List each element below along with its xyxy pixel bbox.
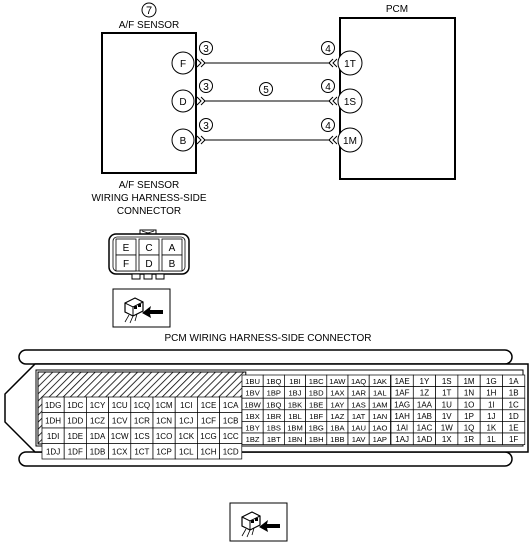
pin-label: 1U — [441, 400, 452, 410]
pin-label: 1AI — [396, 423, 409, 433]
af-pin-label: D — [145, 259, 153, 270]
pin-label: 1AL — [373, 388, 387, 398]
pin-label: 1CZ — [89, 416, 106, 426]
pin-label: 1AT — [351, 411, 366, 421]
pcm-callout-label: 4 — [325, 121, 331, 132]
pin-label: 1BW — [244, 400, 261, 410]
sensor-terminal-label: B — [179, 136, 187, 147]
pcm-grid-middle — [242, 375, 390, 445]
pin-label: 1M — [463, 377, 475, 387]
mid-callout-label: 5 — [263, 85, 269, 96]
pin-label: 1DG — [44, 401, 62, 411]
pin-label: 1X — [441, 435, 452, 445]
pin-label: 1CG — [200, 432, 217, 442]
pin-label: 1DE — [67, 432, 84, 442]
af-pin-label: C — [145, 243, 153, 254]
pin-label: 1R — [463, 435, 475, 445]
pin-label: 1BH — [308, 435, 324, 445]
pin-label: 1CS — [134, 432, 150, 442]
pin-label: 1BK — [287, 400, 303, 410]
pin-label: 1AP — [372, 435, 387, 445]
af-connector-tab-left — [132, 274, 140, 279]
pin-label: 1CM — [155, 401, 173, 411]
pin-label: 1CO — [155, 432, 173, 442]
af-connector-tab-right — [156, 274, 164, 279]
pin-label: 1CF — [200, 416, 217, 426]
pin-label: 1CQ — [133, 401, 151, 411]
af-connector-tab-mid — [144, 274, 152, 279]
pin-label: 1G — [486, 377, 497, 387]
pcm-connector — [5, 350, 528, 466]
pin-label: 1AV — [351, 435, 366, 445]
sensor-terminal-label: D — [179, 97, 187, 108]
pin-label: 1AH — [394, 411, 410, 421]
pin-label: 1AX — [330, 388, 345, 398]
pin-label: 1BV — [245, 388, 260, 398]
pin-label: 1BC — [308, 377, 324, 387]
af-pin-label: A — [168, 243, 176, 254]
pin-label: 1DF — [67, 447, 83, 457]
pin-label: 1BA — [330, 423, 345, 433]
af-pin-label: B — [168, 259, 176, 270]
af-caption-line-1: A/F SENSOR — [118, 180, 180, 191]
pin-label: 1AR — [351, 388, 366, 398]
pcm-title: PCM — [385, 4, 409, 15]
sensor-terminal-label: F — [179, 59, 187, 70]
wire-3 — [172, 119, 362, 153]
pin-label: 1DJ — [45, 447, 61, 457]
pcm-connector-caption: PCM WIRING HARNESS-SIDE CONNECTOR — [164, 333, 372, 344]
pin-label: 1AE — [394, 377, 410, 387]
af-pin-label: E — [122, 243, 130, 254]
pin-label: 1AW — [329, 377, 346, 387]
pin-label: 1B — [508, 388, 519, 398]
pin-label: 1I — [488, 400, 495, 410]
pin-label: 1CI — [180, 401, 193, 411]
sensor-callout-label: 3 — [203, 121, 209, 132]
pin-label: 1AS — [351, 400, 366, 410]
view-direction-icon-bottom — [230, 503, 287, 541]
af-caption-line-3: CONNECTOR — [116, 206, 182, 217]
pin-label: 1CV — [111, 416, 128, 426]
pin-label: 1CD — [222, 447, 239, 457]
pin-label: 1AC — [416, 423, 433, 433]
pin-label: 1AF — [394, 388, 410, 398]
pin-label: 1BT — [266, 435, 281, 445]
pin-label: 1O — [463, 400, 475, 410]
pin-label: 1AA — [416, 400, 433, 410]
pin-label: 1S — [441, 377, 452, 387]
pcm-terminal-label: 1S — [343, 97, 357, 108]
pin-label: 1AM — [371, 400, 388, 410]
af-connector-caption — [91, 180, 206, 217]
pin-label: 1Z — [419, 388, 430, 398]
pin-label: 1A — [508, 377, 519, 387]
pin-label: 1W — [440, 423, 453, 433]
wire-2 — [172, 80, 362, 114]
pin-label: 1AJ — [395, 435, 410, 445]
pin-label: 1DD — [67, 416, 84, 426]
pin-label: 1BI — [289, 377, 301, 387]
pin-label: 1BQ — [266, 400, 282, 410]
pin-label: 1BP — [266, 388, 281, 398]
pin-label: 1AQ — [350, 377, 367, 387]
pin-label: 1CT — [134, 447, 150, 457]
sensor-callout-label: 3 — [203, 44, 209, 55]
callout-7-label: 7 — [145, 5, 153, 17]
pin-label: 1BG — [308, 423, 324, 433]
pcm-terminal-label: 1T — [344, 59, 356, 70]
pin-label: 1CH — [200, 447, 217, 457]
af-caption-line-2: WIRING HARNESS-SIDE — [91, 193, 207, 204]
pin-label: 1F — [508, 435, 519, 445]
pin-label: 1DB — [89, 447, 106, 457]
pcm-side-chevrons — [329, 59, 337, 67]
pin-label: 1C — [508, 400, 519, 410]
pin-label: 1CC — [222, 432, 239, 442]
pin-label: 1BQ — [266, 377, 282, 387]
pin-label: 1BY — [245, 423, 260, 433]
pin-label: 1BR — [266, 411, 282, 421]
pin-label: 1CE — [200, 401, 217, 411]
wiring-diagram — [102, 3, 455, 179]
pin-label: 1T — [442, 388, 452, 398]
pin-label: 1AG — [394, 400, 411, 410]
pin-label: 1CJ — [179, 416, 194, 426]
pin-label: 1BF — [309, 411, 324, 421]
af-connector-drawing — [109, 230, 189, 279]
pin-label: 1BE — [309, 400, 324, 410]
pin-label: 1L — [486, 435, 496, 445]
pin-label: 1DA — [89, 432, 106, 442]
pcm-side-chevrons — [329, 136, 337, 144]
pin-label: 1AB — [416, 411, 433, 421]
pin-label: 1DC — [67, 401, 84, 411]
sensor-callout-label: 3 — [203, 82, 209, 93]
pin-label: 1AY — [330, 400, 345, 410]
pcm-terminal-label: 1M — [343, 136, 357, 147]
pin-label: 1BX — [245, 411, 260, 421]
pin-label: 1CP — [156, 447, 172, 457]
sensor-side-chevrons — [197, 59, 205, 67]
af-sensor-title: A/F SENSOR — [118, 20, 180, 31]
af-pin-label: F — [122, 259, 130, 270]
pin-label: 1J — [487, 411, 496, 421]
pin-label: 1CU — [111, 401, 128, 411]
pin-label: 1E — [508, 423, 519, 433]
pin-label: 1CA — [222, 401, 239, 411]
pin-label: 1N — [463, 388, 475, 398]
pin-label: 1CW — [110, 432, 129, 442]
pin-label: 1BU — [245, 377, 260, 387]
pin-label: 1AD — [416, 435, 433, 445]
pin-label: 1BJ — [288, 388, 302, 398]
pcm-side-chevrons — [329, 97, 337, 105]
pin-label: 1P — [464, 411, 474, 421]
pcm-grid-right — [391, 375, 525, 445]
pin-label: 1BN — [287, 435, 303, 445]
pcm-grid-hatched — [38, 372, 246, 459]
pin-label: 1DH — [45, 416, 62, 426]
pin-label: 1V — [441, 411, 452, 421]
pcm-callout-label: 4 — [325, 82, 331, 93]
pin-label: 1D — [508, 411, 519, 421]
sensor-side-chevrons — [197, 97, 205, 105]
pin-label: 1CK — [178, 432, 195, 442]
pin-label: 1H — [486, 388, 497, 398]
pin-label: 1CX — [111, 447, 128, 457]
pin-label: 1Q — [463, 423, 475, 433]
pin-label: 1CB — [222, 416, 239, 426]
pin-label: 1AO — [372, 423, 388, 433]
pin-label: 1CL — [178, 447, 194, 457]
pin-label: 1BL — [288, 411, 302, 421]
pin-label: 1DI — [46, 432, 60, 442]
pcm-connector-top-rail — [19, 350, 512, 364]
pcm-callout-label: 4 — [325, 44, 331, 55]
pin-label: 1BS — [266, 423, 281, 433]
pin-label: 1BM — [287, 423, 303, 433]
sensor-side-chevrons — [197, 136, 205, 144]
pin-label: 1CR — [133, 416, 150, 426]
pin-label: 1AZ — [330, 411, 345, 421]
view-direction-icon — [113, 289, 170, 327]
pin-label: 1BD — [308, 388, 324, 398]
pin-label: 1AU — [351, 423, 366, 433]
pin-label: 1AK — [372, 377, 387, 387]
pin-label: 1K — [486, 423, 497, 433]
pin-label: 1CY — [89, 401, 106, 411]
pin-label: 1CN — [156, 416, 173, 426]
pin-label: 1BB — [330, 435, 345, 445]
pin-label: 1BZ — [245, 435, 260, 445]
wire-1 — [172, 42, 362, 76]
pin-label: 1Y — [419, 377, 430, 387]
pin-label: 1AN — [372, 411, 388, 421]
